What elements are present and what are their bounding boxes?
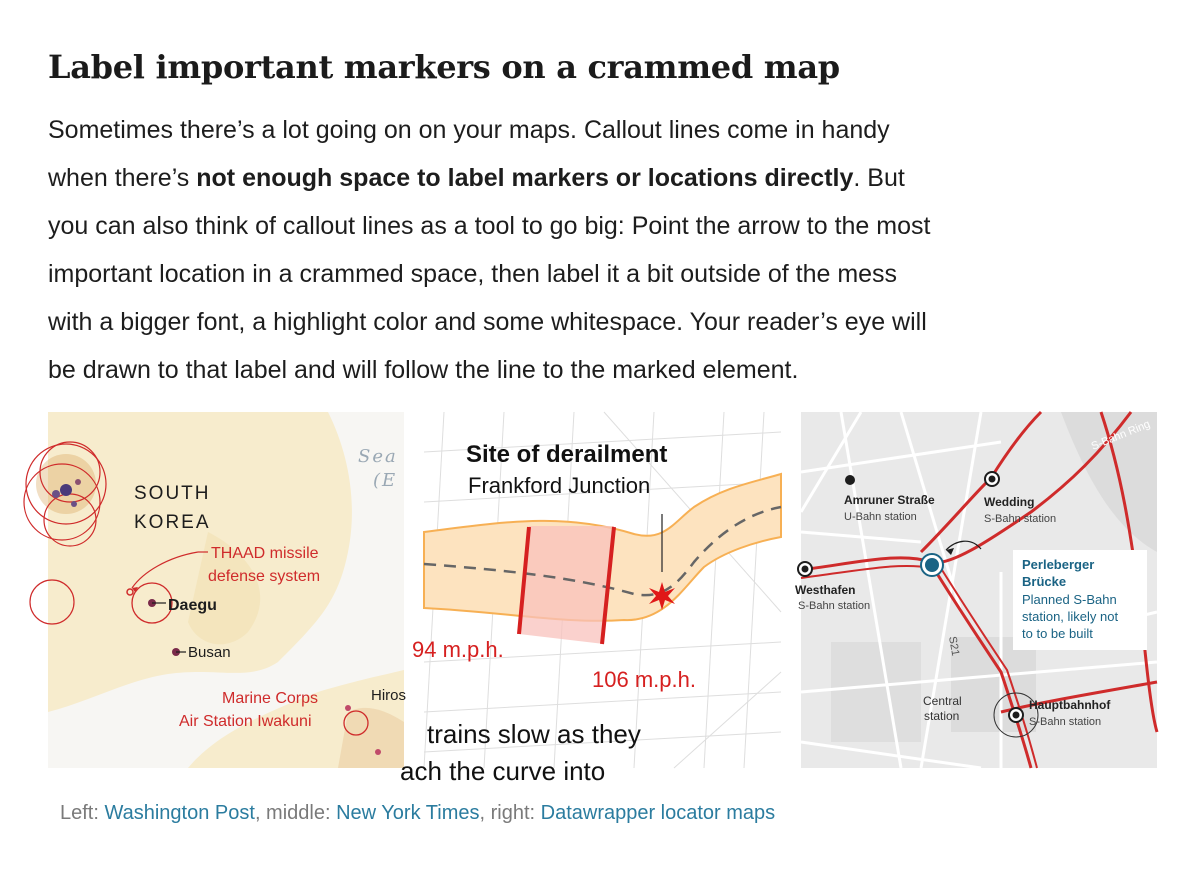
marine-label-line2: Air Station Iwakuni bbox=[179, 713, 312, 730]
country-label-line2: KOREA bbox=[134, 512, 211, 533]
derailment-subtitle: Frankford Junction bbox=[468, 473, 651, 498]
thaad-label-line1: THAAD missile bbox=[211, 545, 319, 562]
paragraph-text-1: Sometimes there’s a lot going on on your maps. Callout lines come in handy when there’s bbox=[48, 116, 890, 192]
westhafen-type: S-Bahn station bbox=[798, 600, 871, 612]
callout-line2: Brücke bbox=[1022, 574, 1067, 589]
derailment-map-image bbox=[400, 412, 781, 786]
marine-label-line1: Marine Corps bbox=[222, 690, 319, 707]
body-paragraph bbox=[48, 106, 948, 394]
sea-label-line2: (E bbox=[373, 470, 398, 491]
paragraph-text-2: . But you can also think of callout lines as a tool to go big: Point the arrow to the most important location in a crammed space, then label it a bit outside of the mess with a bigger font, a highlight color and some whitespace. Your reader’s eye will be drawn to that label and will follow the line to the marked element. bbox=[48, 164, 931, 384]
speed-label-right: 106 m.p.h. bbox=[592, 667, 696, 692]
caption-link-washington-post[interactable]: Washington Post bbox=[104, 802, 255, 824]
daegu-label: Daegu bbox=[168, 597, 217, 614]
ring-label: S-Bahn Ring bbox=[1089, 418, 1152, 453]
speed-label-left: 94 m.p.h. bbox=[412, 637, 504, 662]
caption-right-prefix: , right: bbox=[479, 802, 541, 824]
korea-map-image bbox=[48, 412, 407, 768]
callout-line3: Planned S-Bahn bbox=[1022, 592, 1117, 607]
callout-line4: station, likely not bbox=[1022, 609, 1119, 624]
callout-line5: to to be built bbox=[1022, 626, 1093, 641]
hbf-type: S-Bahn station bbox=[1029, 716, 1102, 728]
busan-label: Busan bbox=[188, 644, 231, 661]
callout-line1: Perleberger bbox=[1022, 557, 1095, 572]
s21-label: S21 bbox=[946, 635, 962, 657]
caption-left-prefix: Left: bbox=[60, 802, 105, 824]
paragraph-bold: not enough space to label markers or locations directly bbox=[196, 164, 854, 192]
caption-link-new-york-times[interactable]: New York Times bbox=[336, 802, 480, 824]
sea-label-line1: Sea bbox=[358, 446, 398, 467]
section-heading: Label important markers on a crammed map bbox=[48, 48, 840, 86]
derailment-title: Site of derailment bbox=[466, 441, 668, 468]
image-caption bbox=[60, 802, 775, 825]
thaad-label-line2: defense system bbox=[208, 568, 321, 585]
caption-mid-prefix: , middle: bbox=[254, 802, 337, 824]
body-text-line1: trains slow as they bbox=[427, 719, 641, 749]
westhafen-name: Westhafen bbox=[795, 583, 856, 597]
country-label-line1: SOUTH bbox=[134, 483, 211, 504]
amruner-type: U-Bahn station bbox=[844, 511, 917, 523]
hiroshima-label: Hiros bbox=[371, 687, 407, 704]
wedding-type: S-Bahn station bbox=[984, 513, 1057, 525]
wedding-name: Wedding bbox=[984, 495, 1035, 509]
central-label-line2: station bbox=[924, 709, 960, 723]
berlin-locator-map-image bbox=[795, 412, 1157, 768]
hbf-name: Hauptbahnhof bbox=[1029, 698, 1111, 712]
amruner-name: Amruner Straße bbox=[844, 493, 935, 507]
central-label-line1: Central bbox=[923, 694, 962, 708]
body-text-line2: ach the curve into bbox=[400, 756, 606, 786]
caption-link-datawrapper[interactable]: Datawrapper locator maps bbox=[540, 802, 776, 824]
